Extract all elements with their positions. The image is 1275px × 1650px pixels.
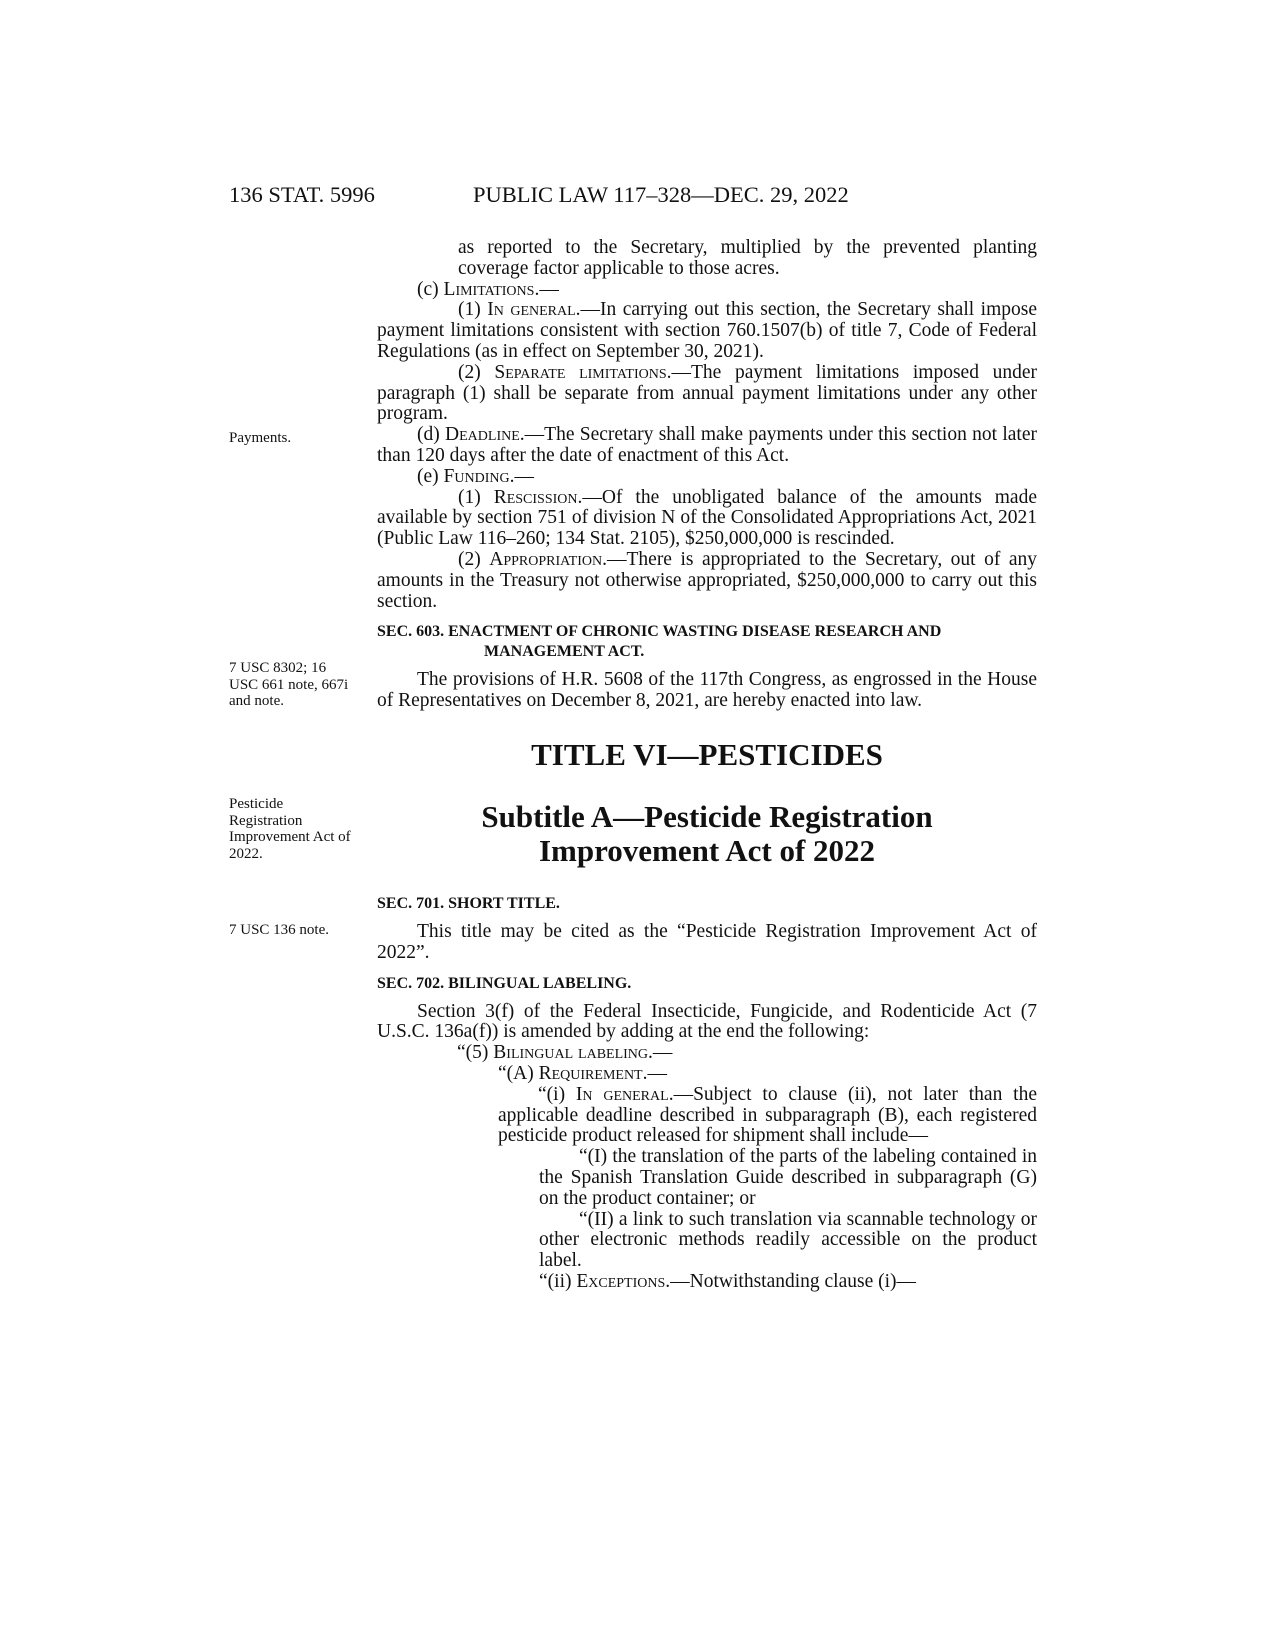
public-law-header: PUBLIC LAW 117–328—DEC. 29, 2022 xyxy=(473,182,849,207)
section-603-heading: SEC. 603. ENACTMENT OF CHRONIC WASTING DISEASE RESEARCH AND MANAGEMENT ACT. xyxy=(377,623,942,661)
subtitle-a-heading: Subtitle A—Pesticide Registration Improvement Act of 2022 xyxy=(481,798,933,868)
document-body xyxy=(377,238,1037,1293)
stat-page-number: 136 STAT. 5996 xyxy=(229,182,375,207)
paragraph-c2: (2) Separate limitations.—The payment limitations imposed under paragraph (1) shall be separate from annual payment limitations under any other program. xyxy=(377,361,1038,425)
section-603-text: The provisions of H.R. 5608 of the 117th Congress, as engrossed in the House of Representatives on December 8, 2021, are hereby enacted into law. xyxy=(377,669,1037,712)
subsection-d: (d) Deadline.—The Secretary shall make payments under this section not later than 120 days after the date of enactment of this Act. xyxy=(377,424,1037,466)
subparagraph-a: “(A) Requirement.— xyxy=(498,1062,667,1084)
paragraph-e1: (1) Rescission.—Of the unobligated balance of the amounts made available by section 751 of division N of the Consolidated Appropriations Act, 2021 (Public Law 116–260; 134 Stat. 2105), $250,000,000 is rescinded. xyxy=(377,486,1037,550)
subclause-II: “(II) a link to such translation via scannable technology or other electronic methods readily accessible on the product label. xyxy=(539,1208,1037,1272)
section-702-heading: SEC. 702. BILINGUAL LABELING. xyxy=(377,974,632,992)
subsection-c: (c) Limitations.— xyxy=(417,278,559,300)
section-702-text: Section 3(f) of the Federal Insecticide, Fungicide, and Rodenticide Act (7 U.S.C. 136a(f)) is amended by adding at the end the following: xyxy=(377,1000,1037,1043)
clause-i: “(i) In general.—Subject to clause (ii), not later than the applicable deadline described in subparagraph (B), each registered pesticide product released for shipment shall include— xyxy=(498,1083,1037,1147)
paragraph-e2: (2) Appropriation.—There is appropriated to the Secretary, out of any amounts in the Treasury not otherwise appropriated, $250,000,000 to carry out this section. xyxy=(377,548,1037,612)
clause-ii: “(ii) Exceptions.—Notwithstanding clause (i)— xyxy=(539,1270,917,1292)
margin-note-usc-136: 7 USC 136 note. xyxy=(229,922,330,938)
subsection-e: (e) Funding.— xyxy=(417,465,534,487)
margin-note-payments: Payments. xyxy=(229,430,292,446)
margin-note-pesticide-act: Pesticide Registration Improvement Act of 2022. xyxy=(229,796,351,862)
paragraph-continuation: as reported to the Secretary, multiplied by the prevented planting coverage factor applicable to those acres. xyxy=(458,237,1037,279)
section-701-text: This title may be cited as the “Pesticide Registration Improvement Act of 2022”. xyxy=(377,920,1037,963)
paragraph-c1: (1) In general.—In carrying out this section, the Secretary shall impose payment limitations consistent with section 760.1507(b) of title 7, Code of Federal Regulations (as in effect on September 30, 2021). xyxy=(377,299,1037,362)
title-vi-heading: TITLE VI—PESTICIDES xyxy=(531,736,883,772)
subclause-I: “(I) the translation of the parts of the labeling contained in the Spanish Translation Guide described in subparagraph (G) on the product container; or xyxy=(539,1146,1037,1209)
paragraph-5: “(5) Bilingual labeling.— xyxy=(457,1042,673,1064)
section-701-heading: SEC. 701. SHORT TITLE. xyxy=(377,894,560,912)
margin-note-usc-8302: 7 USC 8302; 16 USC 661 note, 667i and note. xyxy=(229,660,349,709)
